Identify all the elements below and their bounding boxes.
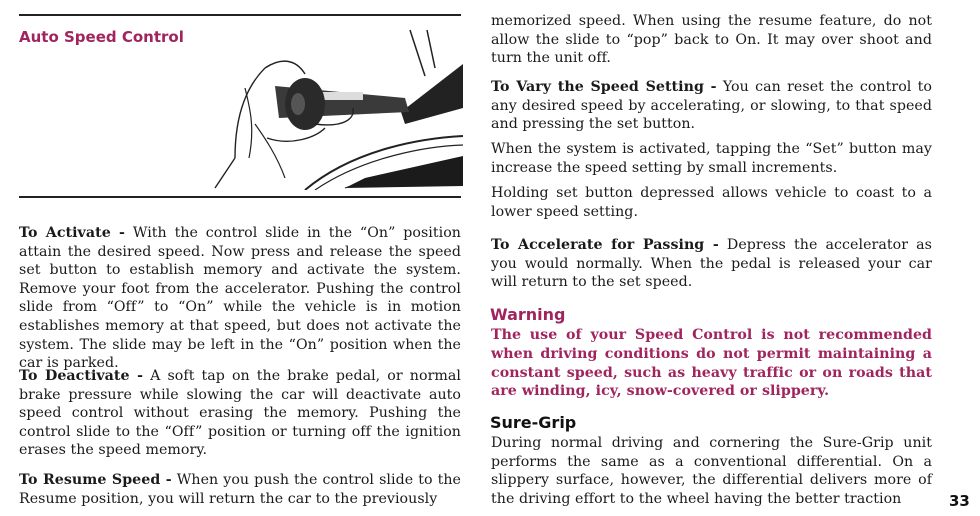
page-number: 33	[949, 492, 970, 510]
top-rule	[19, 14, 461, 16]
warning-text: The use of your Speed Control is not recommended when driving conditions do not permit maintaining a constant speed, such as heavy traffic or on roads that are winding, icy, snow-covered or slippery.	[491, 327, 932, 400]
accelerate-text: Depress the accelerator as you would normally. When the pedal is released your car will return to the set speed.	[491, 237, 933, 291]
suregrip-title: Sure-Grip	[490, 413, 577, 432]
vary-text: You can reset the control to any desired speed by accelerating, or slowing, to that speed and pressing the set button.	[491, 79, 932, 133]
resume-text: When you push the control slide to the Resume position, you will return the car to the previously	[19, 472, 461, 507]
paragraph-coast: Holding set button depressed allows vehicle to coast to a lower speed setting.	[491, 185, 932, 220]
paragraph-resume-continued: memorized speed. When using the resume feature, do not allow the slide to “pop” back to On. It may over shoot and turn the unit off.	[491, 13, 932, 67]
paragraph-accelerate	[491, 236, 932, 292]
paragraph-deactivate	[19, 367, 461, 460]
paragraph-resume	[19, 471, 461, 508]
vary-lead: To Vary the Speed Setting -	[491, 79, 717, 95]
suregrip-text: During normal driving and cornering the Sure-Grip unit performs the same as a conventional differential. On a slippery surface, however, the differential delivers more of the driving effort to the wheel having the better traction	[491, 435, 932, 507]
activate-text: With the control slide in the “On” position attain the desired speed. Now press and release the speed set button to establish memory and activate the system. Remove your foot from the accelerator. Pushing the control slide from “Off” to “On” while the vehicle is in motion establishes memory at that speed, but does not activate the system. The slide may be left in the “On” position when the car is parked.	[19, 225, 461, 372]
paragraph-tap-set: When the system is activated, tapping the “Set” button may increase the speed setting by small increments.	[491, 141, 932, 176]
illustration-bottom-rule	[19, 196, 461, 198]
activate-lead: To Activate -	[19, 225, 125, 241]
speed-control-illustration	[205, 28, 465, 190]
accelerate-lead: To Accelerate for Passing -	[491, 237, 719, 253]
deactivate-lead: To Deactivate -	[19, 368, 144, 384]
deactivate-text: A soft tap on the brake pedal, or normal brake pressure while slowing the car will deactivate auto speed control without erasing the memory. Pushing the control slide to the “Off” position or turning off the ignition erases the speed memory.	[19, 368, 462, 459]
resume-lead: To Resume Speed -	[19, 472, 172, 488]
paragraph-vary-speed	[491, 78, 932, 134]
section-title: Auto Speed Control	[19, 28, 184, 46]
warning-title: Warning	[490, 305, 566, 324]
paragraph-activate	[19, 224, 461, 373]
